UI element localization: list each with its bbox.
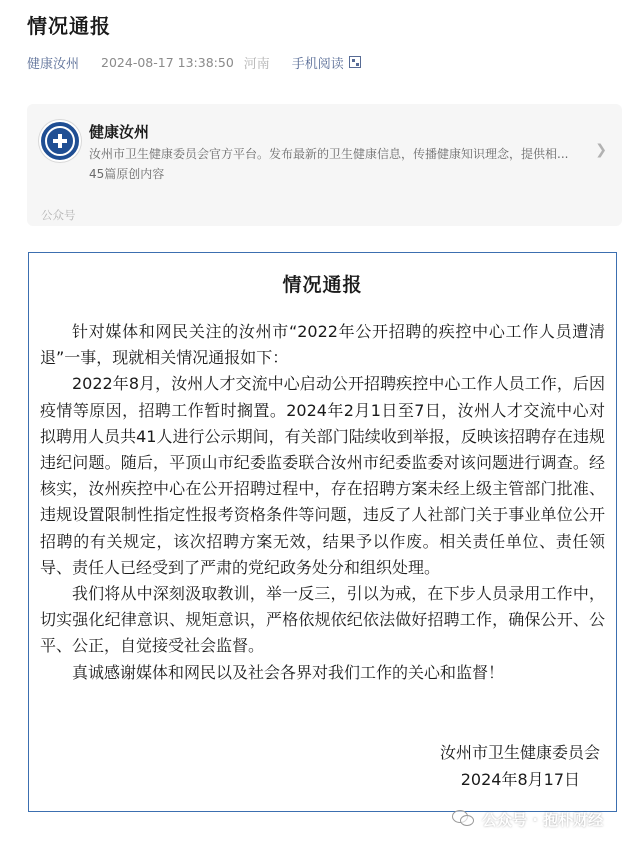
notice-body bbox=[40, 319, 605, 686]
profile-card[interactable] bbox=[27, 104, 622, 226]
watermark bbox=[452, 804, 603, 834]
page-title: 情况通报 bbox=[27, 14, 111, 38]
wechat-icon bbox=[452, 809, 476, 829]
notice-paragraph: 真诚感谢媒体和网民以及社会各界对我们工作的关心和监督！ bbox=[72, 662, 505, 682]
account-type-label: 公众号 bbox=[41, 208, 76, 222]
signature-date: 2024年8月17日 bbox=[460, 770, 580, 789]
qr-code-icon bbox=[349, 56, 361, 68]
notice-paragraph: 2022年8月，汝州人才交流中心启动公开招聘疾控中心工作人员工作，后因疫情等原因，招聘工作暂时搁置。2024年2月1日至7日，汝州人才交流中心对拟聘用人员共41人进行公示期间，有关部门陆续收到举报，反映该招聘存在违规违纪问题。随后，平顶山市纪委监委联合汝州市纪委监委对该问题进行调查。经核实，汝州疾控中心在公开招聘过程中，存在招聘方案未经上级主管部门批准、违规设置限制性指定性报考资格条件等问题，违反了人社部门关于事业单位公开招聘的有关规定，该次招聘方案无效，结果予以作废。相关责任单位、责任领导、责任人已经受到了严肃的党纪政务处分和组织处理。 bbox=[40, 374, 605, 577]
chevron-right-icon: ❯ bbox=[595, 142, 607, 158]
profile-description: 汝州市卫生健康委员会官方平台。发布最新的卫生健康信息，传播健康知识理念，提供相... bbox=[89, 147, 569, 161]
signature-org: 汝州市卫生健康委员会 bbox=[439, 743, 600, 762]
logo-cross bbox=[58, 134, 62, 148]
original-count: 45篇原创内容 bbox=[89, 167, 165, 181]
article-meta bbox=[27, 52, 361, 72]
notice-paragraph: 针对媒体和网民关注的汝州市“2022年公开招聘的疾控中心工作人员遭清退”一事，现就相关情况通报如下： bbox=[40, 322, 605, 368]
mobile-read-label: 手机阅读 bbox=[291, 56, 344, 72]
avatar bbox=[39, 120, 81, 162]
notice-image bbox=[28, 252, 617, 812]
notice-heading: 情况通报 bbox=[282, 274, 363, 296]
watermark-text: 公众号 · 抱朴财经 bbox=[482, 810, 604, 829]
mobile-read-button[interactable] bbox=[292, 53, 361, 72]
profile-name: 健康汝州 bbox=[89, 123, 150, 141]
notice-paragraph: 我们将从中深刻汲取教训，举一反三，引以为戒，在下步人员录用工作中，切实强化纪律意识、规矩意识，严格依规依纪依法做好招聘工作，确保公开、公平、公正，自觉接受社会监督。 bbox=[40, 584, 605, 656]
account-link[interactable]: 健康汝州 bbox=[27, 56, 80, 72]
location: 河南 bbox=[243, 56, 270, 72]
publish-time: 2024-08-17 13:38:50 bbox=[101, 54, 234, 70]
